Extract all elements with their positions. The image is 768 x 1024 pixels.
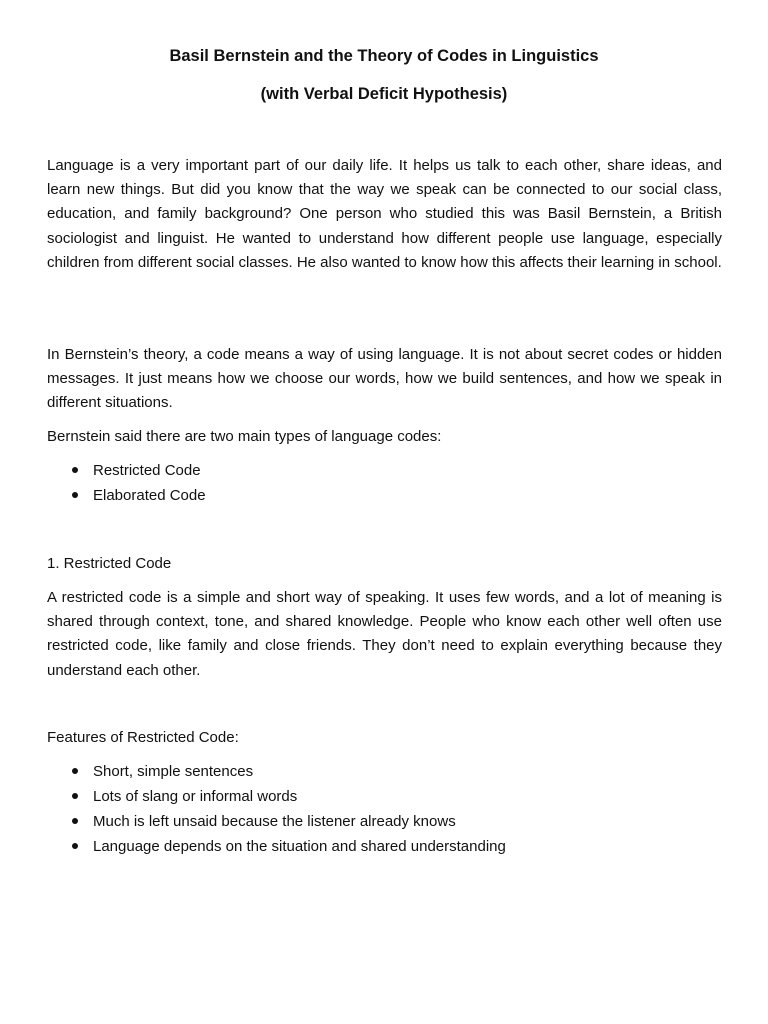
bullet-icon [72,768,78,774]
list-item [47,784,722,809]
section-1-heading: 1. Restricted Code [47,555,172,572]
section-1-paragraph: A restricted code is a simple and short way of speaking. It uses few words, and a lot of meaning is shared through context, tone, and shared knowledge. People who know each other well often use restricted code, like family and close friends. They don’t need to explain everything because they understand each other. [47,589,722,679]
code-definition-paragraph: In Bernstein’s theory, a code means a way of using language. It is not about secret codes or hidden messages. It just means how we choose our words, how we build sentences, and how we speak in different situations. [47,346,722,412]
intro-paragraph: Language is a very important part of our daily life. It helps us talk to each other, share ideas, and learn new things. But did you know that the way we speak can be connected to our social class, education, and family background? One person who studied this was Basil Bernstein, a British sociologist and linguist. He wanted to understand how different people use language, especially children from different social classes. He also wanted to know how this affects their learning in school. [47,157,722,271]
bullet-icon [72,793,78,799]
document-subtitle: (with Verbal Deficit Hypothesis) [260,85,508,103]
list-item-label: Much is left unsaid because the listener already knows [93,813,456,830]
features-list [47,759,722,859]
list-item [47,759,722,784]
document-title: Basil Bernstein and the Theory of Codes in Linguistics [169,47,599,65]
list-item-label: Lots of slang or informal words [93,788,298,805]
list-item-label: Short, simple sentences [93,763,254,780]
bullet-icon [72,843,78,849]
list-item [47,458,722,483]
list-item-label: Elaborated Code [93,487,206,504]
two-types-intro: Bernstein said there are two main types of language codes: [47,428,442,445]
bullet-icon [72,492,78,498]
code-types-list [47,458,722,508]
list-item-label: Restricted Code [93,462,201,479]
list-item [47,834,722,859]
features-heading: Features of Restricted Code: [47,729,239,746]
list-item [47,483,722,508]
bullet-icon [72,467,78,473]
list-item-label: Language depends on the situation and shared understanding [93,838,506,855]
list-item [47,809,722,834]
bullet-icon [72,818,78,824]
